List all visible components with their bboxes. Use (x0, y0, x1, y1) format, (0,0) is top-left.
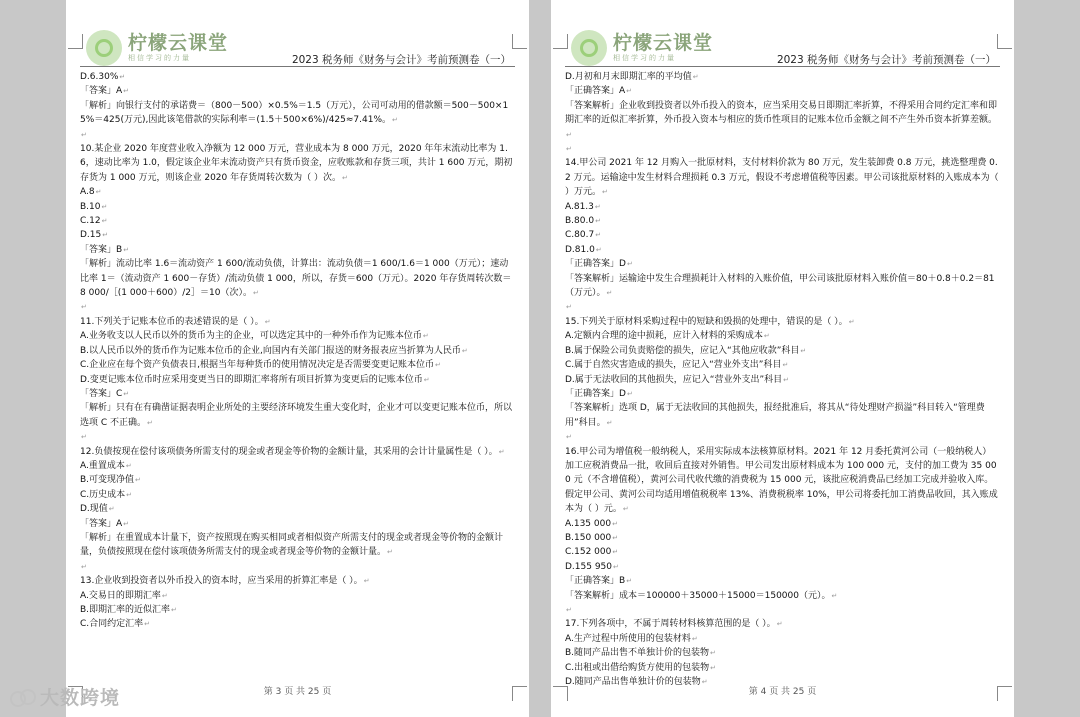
brand-logo (86, 28, 228, 68)
page-content[interactable] (565, 70, 1000, 689)
text-line: C.152 000 ↵ (565, 545, 1000, 559)
blank-line (80, 430, 515, 444)
text-line: 「正确答案」D ↵ (565, 257, 1000, 271)
text-line: B.属于保险公司负责赔偿的损失，应记入“其他应收款”科目 ↵ (565, 344, 1000, 358)
text-line: C.企业应在每个资产负债表日,根据当年每种货币的使用情况决定是否需要变更记账本位币 ↵ (80, 358, 515, 372)
text-line: B.可变现净值 ↵ (80, 473, 515, 487)
text-line: 「答案解析」企业收到投资者以外币投入的资本，应当采用交易日即期汇率折算，不得采用合同约定汇率和即期汇率的近似汇率折算，外币投入资本与相应的货币性项目的记账本位币金额之间不产生外币资本折算差额。 ↵ (565, 99, 1000, 142)
text-line: D.月初和月末即期汇率的平均值 ↵ (565, 70, 1000, 84)
text-line: B.150 000 ↵ (565, 531, 1000, 545)
text-line: A.81.3 ↵ (565, 200, 1000, 214)
text-line: 「答案」A ↵ (80, 517, 515, 531)
text-line: 17.下列各项中，不属于周转材料核算范围的是（ ）。 ↵ (565, 617, 1000, 631)
text-line: A.生产过程中所使用的包装材料 ↵ (565, 632, 1000, 646)
text-line: 10.某企业 2020 年度营业收入净额为 12 000 万元，营业成本为 8 000 万元，2020 年年末流动比率为 1.6，速动比率为 1.0，假定该企业年末流动资产只有货币资金，应收账款和存货三项，共计 1 600 万元，期初存货为 1 000 万元，则该企业 2020 年存货周转次数为（ ）次。 ↵ (80, 142, 515, 185)
blank-line (565, 142, 1000, 156)
watermark-logo-icon (10, 687, 36, 707)
blank-line (80, 300, 515, 314)
text-line: 「解析」向银行支付的承诺费＝（800－500）×0.5%＝1.5（万元），公司可动用的借款额＝500－500×15%＝425(万元),因此该笔借款的实际利率＝(1.5＋500×6%)/425≈7.41%。 ↵ (80, 99, 515, 128)
text-line: 「正确答案」B ↵ (565, 574, 1000, 588)
blank-line (80, 560, 515, 574)
text-line: C.历史成本 ↵ (80, 488, 515, 502)
text-line: A.135 000 ↵ (565, 517, 1000, 531)
page-number: 第 3 页 共 25 页 (263, 687, 332, 697)
text-line: D.6.30% ↵ (80, 70, 515, 84)
text-line: 「正确答案」A ↵ (565, 84, 1000, 98)
text-line: 「答案解析」运输途中发生合理损耗计入材料的入账价值，甲公司该批原材料入账价值＝80＋0.8＋0.2＝81（万元）。 ↵ (565, 272, 1000, 301)
text-line: A.业务收支以人民币以外的货币为主的企业，可以选定其中的一种外币作为记账本位币 ↵ (80, 329, 515, 343)
header-title: 2023 税务师《财务与会计》考前预测卷（一） (291, 54, 511, 66)
text-line: D.155 950 ↵ (565, 560, 1000, 574)
header-divider (80, 66, 515, 67)
text-line: 15.下列关于原材料采购过程中的短缺和毁损的处理中，错误的是（ ）。 ↵ (565, 315, 1000, 329)
blank-line (565, 430, 1000, 444)
text-line: C.80.7 ↵ (565, 228, 1000, 242)
text-line: D.随同产品出售单独计价的包装物 ↵ (565, 675, 1000, 689)
text-line: B.80.0 ↵ (565, 214, 1000, 228)
text-line: 「答案」C ↵ (80, 387, 515, 401)
text-line: 「正确答案」D ↵ (565, 387, 1000, 401)
text-line: D.属于无法收回的其他损失，应记入“营业外支出”科目 ↵ (565, 373, 1000, 387)
text-line: D.15 ↵ (80, 228, 515, 242)
text-line: 「答案」A ↵ (80, 84, 515, 98)
logo-name: 柠檬云课堂 (613, 32, 714, 54)
logo-slogan: 相信学习的力量 (613, 54, 676, 62)
header-divider (565, 66, 1000, 67)
blank-line (565, 300, 1000, 314)
text-line: B.10 ↵ (80, 200, 515, 214)
logo-slogan: 相信学习的力量 (128, 54, 191, 62)
crop-mark (997, 34, 1012, 49)
text-line: C.合同约定汇率 ↵ (80, 617, 515, 631)
lemon-logo-icon (571, 30, 607, 66)
document-page-4 (551, 0, 1014, 717)
text-line: D.81.0 ↵ (565, 243, 1000, 257)
text-line: B.随同产品出售不单独计价的包装物 ↵ (565, 646, 1000, 660)
text-line: B.以人民币以外的货币作为记账本位币的企业,向国内有关部门报送的财务报表应当折算为人民币 ↵ (80, 344, 515, 358)
text-line: C.出租或出借给购货方使用的包装物 ↵ (565, 661, 1000, 675)
text-line: C.属于自然灾害造成的损失，应记入“营业外支出”科目 ↵ (565, 358, 1000, 372)
text-line: 14.甲公司 2021 年 12 月购入一批原材料，支付材料价款为 80 万元，发生装卸费 0.8 万元，挑选整理费 0.2 万元。运输途中发生材料合理损耗 0.3 万元，假设不考虑增值税等因素。甲公司该批原材料的入账成本为（ ）万元。 ↵ (565, 156, 1000, 199)
crop-mark (553, 34, 568, 49)
text-line: 「答案解析」成本＝100000＋35000＋15000＝150000（元）。 ↵ (565, 589, 1000, 603)
crop-mark (512, 34, 527, 49)
document-page-3 (66, 0, 529, 717)
text-line: 「解析」只有在有确凿证据表明企业所处的主要经济环境发生重大变化时，企业才可以变更记账本位币，所以选项 C 不正确。 ↵ (80, 401, 515, 430)
brand-logo (571, 28, 713, 68)
blank-line (565, 603, 1000, 617)
text-line: 16.甲公司为增值税一般纳税人，采用实际成本法核算原材料。2021 年 12 月委托黄河公司（一般纳税人）加工应税消费品一批，收回后直接对外销售。甲公司发出原材料成本为 100 000 元，支付的加工费为 35 000 元（不含增值税），黄河公司代收代缴的消费税为 15 000 元，该批应税消费品已经加工完成并验收入库。假定甲公司、黄河公司均适用增值税税率 13%、消费税税率 10%，甲公司将委托加工消费品收回，其入账成本为（ ）元。 ↵ (565, 445, 1000, 517)
text-line: 「解析」流动比率 1.6＝流动资产 1 600/流动负债，计算出：流动负债＝1 600/1.6＝1 000（万元）；速动比率 1＝（流动资产 1 600－存货）/流动负债 1 000，所以，存货＝600（万元）。2020 年存货周转次数＝8 000/［(1 000＋600）/2］＝10（次）。 ↵ (80, 257, 515, 300)
text-line: A.8 ↵ (80, 185, 515, 199)
text-line: A.重置成本 ↵ (80, 459, 515, 473)
lemon-logo-icon (86, 30, 122, 66)
text-line: 13.企业收到投资者以外币投入的资本时，应当采用的折算汇率是（ ）。 ↵ (80, 574, 515, 588)
watermark-text: 大数跨境 (40, 687, 121, 709)
text-line: A.定额内合理的途中损耗，应计入材料的采购成本 ↵ (565, 329, 1000, 343)
text-line: 12.负债按现在偿付该项债务所需支付的现金或者现金等价物的金额计量，其采用的会计计量属性是（ ）。 ↵ (80, 445, 515, 459)
text-line: D.变更记账本位币时应采用变更当日的即期汇率将所有项目折算为变更后的记账本位币 ↵ (80, 373, 515, 387)
logo-name: 柠檬云课堂 (128, 32, 229, 54)
text-line: 「答案解析」选项 D，属于无法收回的其他损失，报经批准后，将其从“待处理财产损溢”科目转入“管理费用”科目。 ↵ (565, 401, 1000, 430)
watermark (10, 683, 120, 710)
header-title: 2023 税务师《财务与会计》考前预测卷（一） (776, 54, 996, 66)
text-line: 「答案」B ↵ (80, 243, 515, 257)
text-line: 「解析」在重置成本计量下，资产按照现在购买相同或者相似资产所需支付的现金或者现金等价物的金额计量，负债按照现在偿付该项债务所需支付的现金或者现金等价物的金额计量。 ↵ (80, 531, 515, 560)
text-line: D.现值 ↵ (80, 502, 515, 516)
blank-line (80, 128, 515, 142)
page-number: 第 4 页 共 25 页 (748, 687, 817, 697)
text-line: C.12 ↵ (80, 214, 515, 228)
page-content[interactable] (80, 70, 515, 632)
text-line: 11.下列关于记账本位币的表述错误的是（ ）。 ↵ (80, 315, 515, 329)
text-line: B.即期汇率的近似汇率 ↵ (80, 603, 515, 617)
crop-mark (68, 34, 83, 49)
text-line: A.交易日的即期汇率 ↵ (80, 589, 515, 603)
